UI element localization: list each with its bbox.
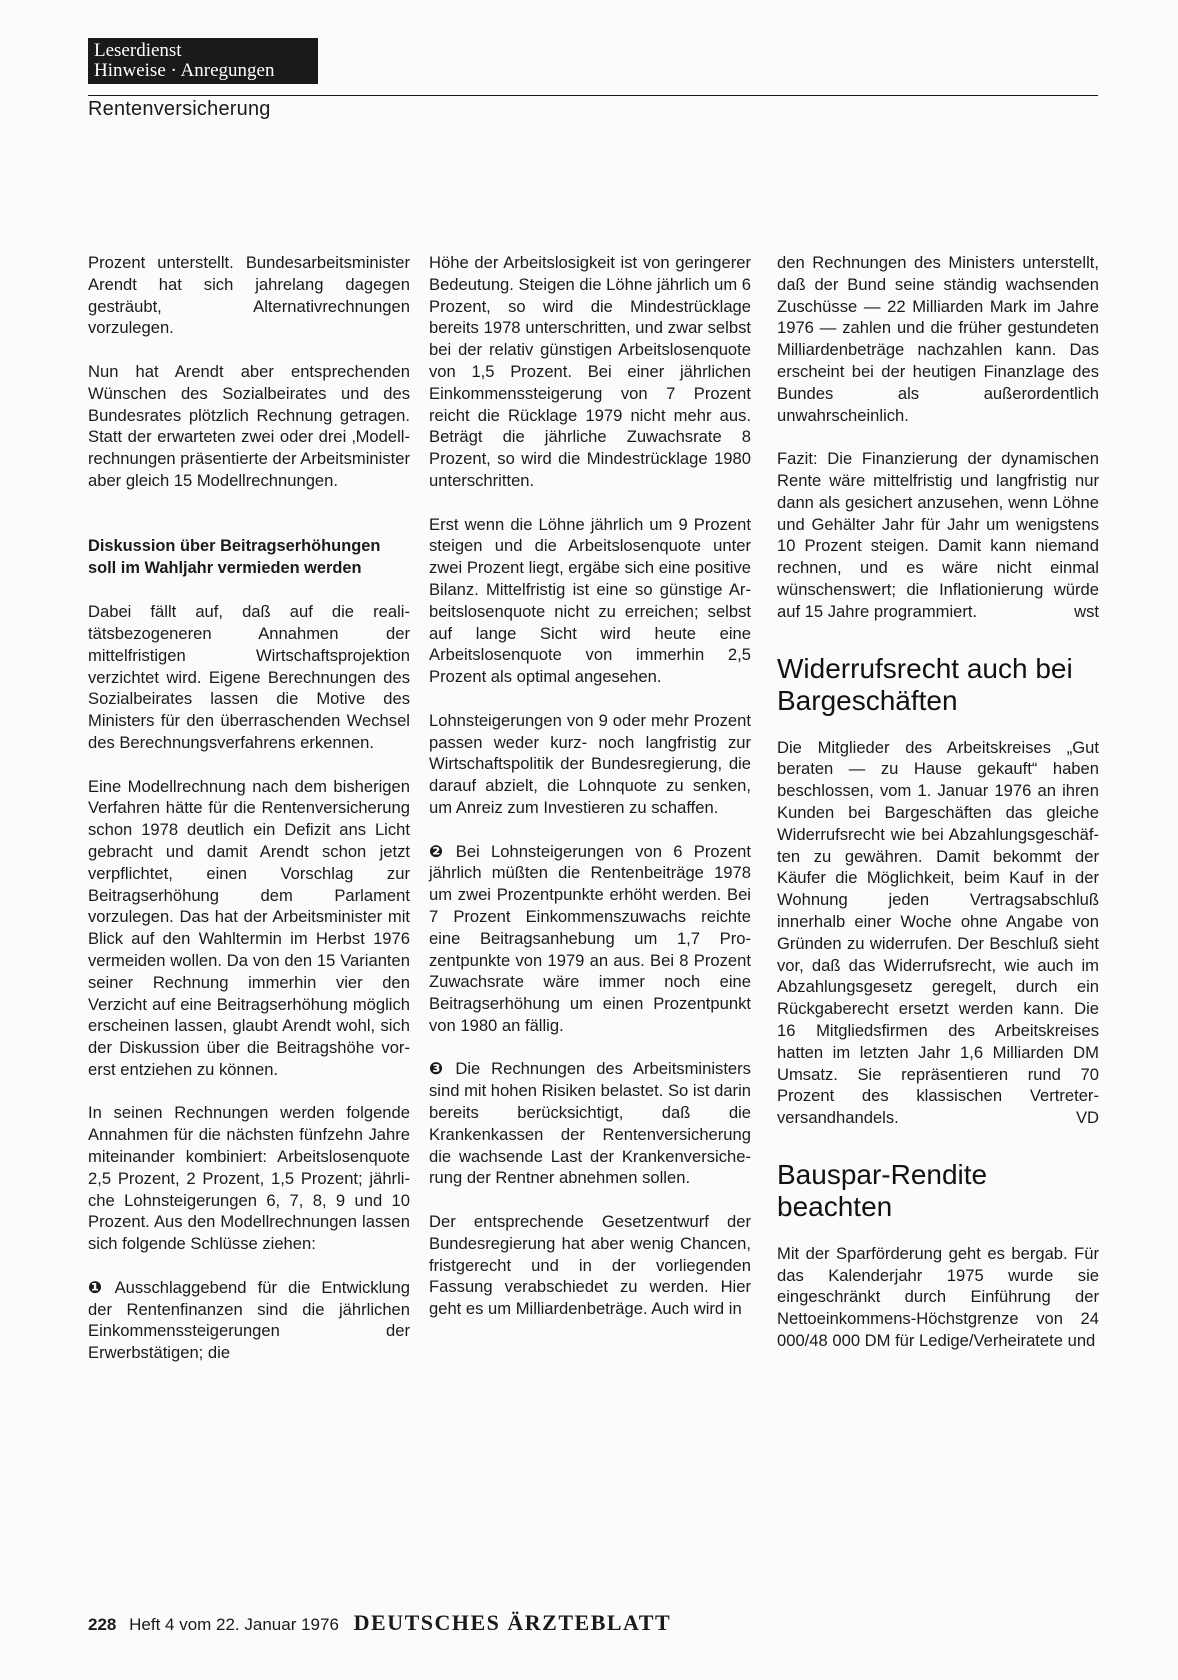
paragraph: In seinen Rechnungen werden folgende Annahmen für die nächsten fünfzehn Jahre miteinander kombiniert: Arbeitslosenquote 2,5 Prozent, 2 Prozent, 1,5 Prozent; jährliche Lohnsteigerungen 6, 7, 8, 9 und 10 Prozent. Aus den Modellrechnungen lassen sich folgende Schlüsse ziehen: <box>88 1103 410 1254</box>
paragraph <box>777 737 1099 1129</box>
bullet-text: Bei Lohnsteigerungen von 6 Prozent jährlich müßten die Rentenbeiträge 1978 um zwei Prozentpunkte erhöht werden. Bei 7 Prozent Einkommenszuwachs reichte eine Beitragsanhebung um 1,7 Prozentpunkte von 1979 an aus. Bei 8 Prozent Zuwachsrate wäre immer noch eine Beitragserhöhung um einen Prozentpunkt von 1980 an fällig. <box>429 841 751 1035</box>
header-line-1: Leserdienst <box>94 40 182 61</box>
column-1 <box>88 252 410 1364</box>
bullet-2-icon: ❷ <box>429 841 450 861</box>
header-rule <box>88 95 1098 96</box>
issue-info: Heft 4 vom 22. Januar 1976 <box>129 1615 339 1634</box>
paragraph: Dabei fällt auf, daß auf die realitätsbezogeneren Annahmen der mittelfristigen Wirtschaftsprojektion verzichtet wird. Eigene Berechnungen des Sozialbeirates lassen die Motive des Ministers für den überraschenden Wechsel des Berechnungsverfahrens erkennen. <box>88 602 410 752</box>
paragraph: Höhe der Arbeitslosigkeit ist von geringerer Bedeutung. Steigen die Löhne jährlich um 6 Prozent, so wird die Mindestrücklage bereits 1978 unterschritten, und zwar selbst bei der relativ günstigen Arbeitslosenquote von 1,5 Prozent. Bei einer jährlichen Einkommenssteigerung von 7 Prozent reicht die Rücklage 1979 nicht mehr aus. Beträgt die jährliche Zuwachsrate 8 Prozent, so wird die Mindestrücklage 1980 unterschritten. <box>429 253 751 490</box>
paragraph: Erst wenn die Löhne jährlich um 9 Prozent steigen und die Arbeitslosenquote unter zwei Prozent liegt, ergäbe sich eine positive Bilanz. Mittelfristig ist eine so günstige Arbeitslosenquote nicht zu erreichen; selbst auf lange Sicht wird heute eine Arbeitslosenquote von immerhin 2,5 Prozent als optimal angesehen. <box>429 514 751 687</box>
subheading: Diskussion über Beitragserhöhungen soll im Wahljahr vermieden werden <box>88 536 381 577</box>
bullet-3-icon: ❸ <box>429 1059 450 1079</box>
paragraph: Lohnsteigerungen von 9 oder mehr Prozent passen weder kurz- noch langfristig zur Wirtschaftspolitik der Bundesregierung, die darauf abzielt, die Lohnquote zu senken, um Anreiz zum Investieren zu schaffen. <box>429 710 751 817</box>
publication-name: DEUTSCHES ÄRZTEBLATT <box>353 1610 672 1635</box>
section-label: Rentenversicherung <box>88 98 271 120</box>
paragraph: Nun hat Arendt aber entsprechenden Wünschen des Sozialbeirates und des Bundesrates plötzlich Rechnung getragen. Statt der erwarteten zwei oder drei ‚Modellrechnungen präsentierte der Arbeitsminister aber gleich 15 Modellrechnungen. <box>88 361 410 490</box>
column-3 <box>777 252 1099 1352</box>
article-heading-widerrufsrecht: Widerrufsrecht auch bei Bargeschäften <box>777 652 1073 716</box>
paragraph-text: Die Mitglieder des Arbeitskreises „Gut beraten — zu Hause gekauft“ haben beschlossen, vom 1. Januar 1976 an ihren Kunden bei Bargeschäften das gleiche Widerrufsrecht wie bei Abzahlungsgeschäften zu gewähren. Damit bekommt der Käufer die Möglichkeit, beim Kauf in der Wohnung jeden Vertragsabschluß innerhalb einer Woche ohne Angabe von Gründen zu widerrufen. Der Beschluß sieht vor, daß das Widerrufsrecht, wie auch im Abzahlungsgesetz geregelt, durch ein Rückgaberecht ersetzt werden kann. Die 16 Mitgliedsfirmen des Arbeitskreises hatten im letzten Jahr 1,6 Milliarden DM Umsatz. Sie repräsentieren rund 70 Prozent des klassischen Vertreterversandhandels. <box>777 737 1099 1128</box>
paragraph: Der entsprechende Gesetzentwurf der Bundesregierung hat aber wenig Chancen, fristgerecht und in der vorliegenden Fassung verabschiedet zu werden. Hier geht es um Milliardenbeträge. Auch wird in <box>429 1212 751 1319</box>
bullet-1-icon: ❶ <box>88 1277 109 1297</box>
header-line-2: Hinweise · Anregungen <box>94 60 275 81</box>
bullet-paragraph <box>429 1058 751 1189</box>
page-footer <box>88 1610 671 1636</box>
article-heading-bauspar: Bauspar-Rendite beachten <box>777 1158 988 1222</box>
page-number: 228 <box>88 1615 117 1634</box>
paragraph: Eine Modellrechnung nach dem bisherigen Verfahren hätte für die Rentenversicherung schon 1978 deutlich ein Defizit ans Licht gebracht und damit Arendt schon jetzt verpflichtet, einen Vorschlag zur Beitragserhöhung dem Parlament vorzulegen. Das hat der Arbeitsminister mit Blick auf den Wahltermin im Herbst 1976 vermeiden wollen. Da von den 15 Varianten seiner Rechnung immerhin vier den Verzicht auf eine Beitragserhöhung möglich erscheinen lassen, glaubt Arendt wohl, sich der Diskussion über die Beitragshöhe vorerst entziehen zu können. <box>88 776 410 1079</box>
paragraph: Prozent unterstellt. Bundesarbeitsminister Arendt hat sich jahrelang dagegen gesträubt, Alternativrechnungen vorzulegen. <box>88 253 410 338</box>
author-sign-wst: wst <box>1074 601 1099 621</box>
bullet-paragraph <box>429 841 751 1037</box>
paragraph <box>777 448 1099 622</box>
bullet-text: Die Rechnungen des Arbeitsministers sind mit hohen Risiken belastet. So ist darin bereits berücksichtigt, daß die Krankenkassen der Rentenversicherung die wachsende Last der Krankenversicherung der Rentner abnehmen sollen. <box>429 1059 751 1188</box>
paragraph-text: Fazit: Die Finanzierung der dynamischen Rente wäre mittelfristig und langfristig nur dann als gesichert anzusehen, wenn Löhne und Gehälter Jahr für Jahr um wenigstens 10 Prozent steigen. Damit kann niemand rechnen, und es wäre nicht einmal wünschenswert; die Inflationierung würde auf 15 Jahre programmiert. <box>777 449 1099 621</box>
column-2 <box>429 252 751 1320</box>
paragraph: den Rechnungen des Ministers unterstellt, daß der Bund seine ständig wachsenden Zuschüsse — 22 Milliarden Mark im Jahre 1976 — zahlen und die früher gestundeten Milliardenbeträge nachzahlen kann. Das erscheint bei der heutigen Finanzlage des Bundes als außerordentlich unwahrscheinlich. <box>777 253 1099 425</box>
bullet-paragraph <box>88 1277 410 1364</box>
bullet-text: Ausschlaggebend für die Entwicklung der Rentenfinanzen sind die jährlichen Einkommenssteigerungen der Erwerbstätigen; die <box>88 1277 410 1363</box>
paragraph: Mit der Sparförderung geht es bergab. Für das Kalenderjahr 1975 wurde sie eingeschränkt durch Einführung der Nettoeinkommens-Höchstgrenze von 24 000/48 000 DM für Ledige/Verheiratete und <box>777 1243 1099 1351</box>
section-header-box <box>88 38 318 84</box>
author-sign-vd: VD <box>1075 1108 1099 1128</box>
